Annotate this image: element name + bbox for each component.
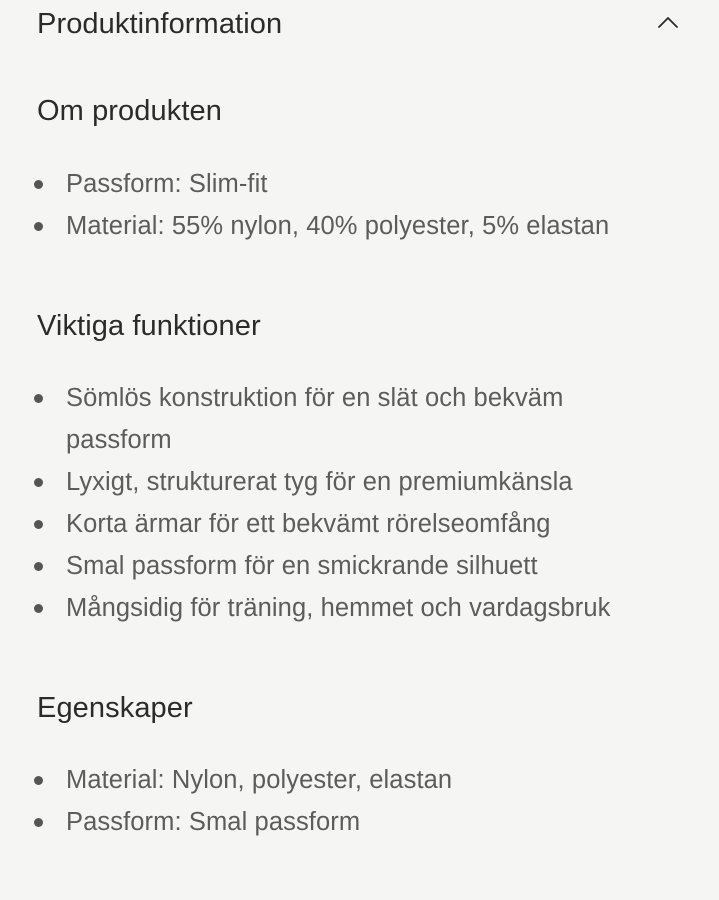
list-item-text: Mångsidig för träning, hemmet och vardagsbruk [66, 594, 611, 622]
bullet-icon [34, 562, 43, 571]
list-item [0, 377, 719, 461]
product-info-accordion-header[interactable] [0, 0, 719, 52]
bullet-icon [34, 394, 43, 403]
list-item-text: Sömlös konstruktion för en slät och bekväm passform [66, 384, 564, 454]
bullet-icon [34, 478, 43, 487]
list-item-text: Material: Nylon, polyester, elastan [66, 766, 453, 794]
bullet-icon [34, 604, 43, 613]
list-item-text: Passform: Smal passform [66, 808, 361, 836]
list-item-text: Lyxigt, strukturerat tyg för en premiumkänsla [66, 468, 573, 496]
list-item [0, 545, 719, 587]
list-item [0, 587, 719, 629]
bullet-icon [34, 520, 43, 529]
bullet-icon [34, 222, 43, 231]
list-item-text: Smal passform för en smickrande silhuett [66, 552, 538, 580]
bullet-icon [34, 818, 43, 827]
section-heading-viktiga-funktioner: Viktiga funktioner [37, 310, 261, 342]
list-item [0, 461, 719, 503]
list-item [0, 503, 719, 545]
om-produkten-list [0, 163, 719, 247]
bullet-icon [34, 180, 43, 189]
list-item-text: Korta ärmar för ett bekvämt rörelseomfång [66, 510, 551, 538]
list-item-text: Passform: Slim-fit [66, 170, 268, 198]
list-item [0, 205, 719, 247]
egenskaper-list [0, 759, 719, 843]
list-item-text: Material: 55% nylon, 40% polyester, 5% elastan [66, 212, 610, 240]
viktiga-funktioner-list [0, 377, 719, 629]
bullet-icon [34, 776, 43, 785]
accordion-title: Produktinformation [37, 8, 283, 40]
list-item [0, 163, 719, 205]
chevron-up-icon[interactable] [656, 14, 680, 30]
section-heading-om-produkten: Om produkten [37, 95, 222, 127]
list-item [0, 801, 719, 843]
section-heading-egenskaper: Egenskaper [37, 692, 193, 724]
list-item [0, 759, 719, 801]
